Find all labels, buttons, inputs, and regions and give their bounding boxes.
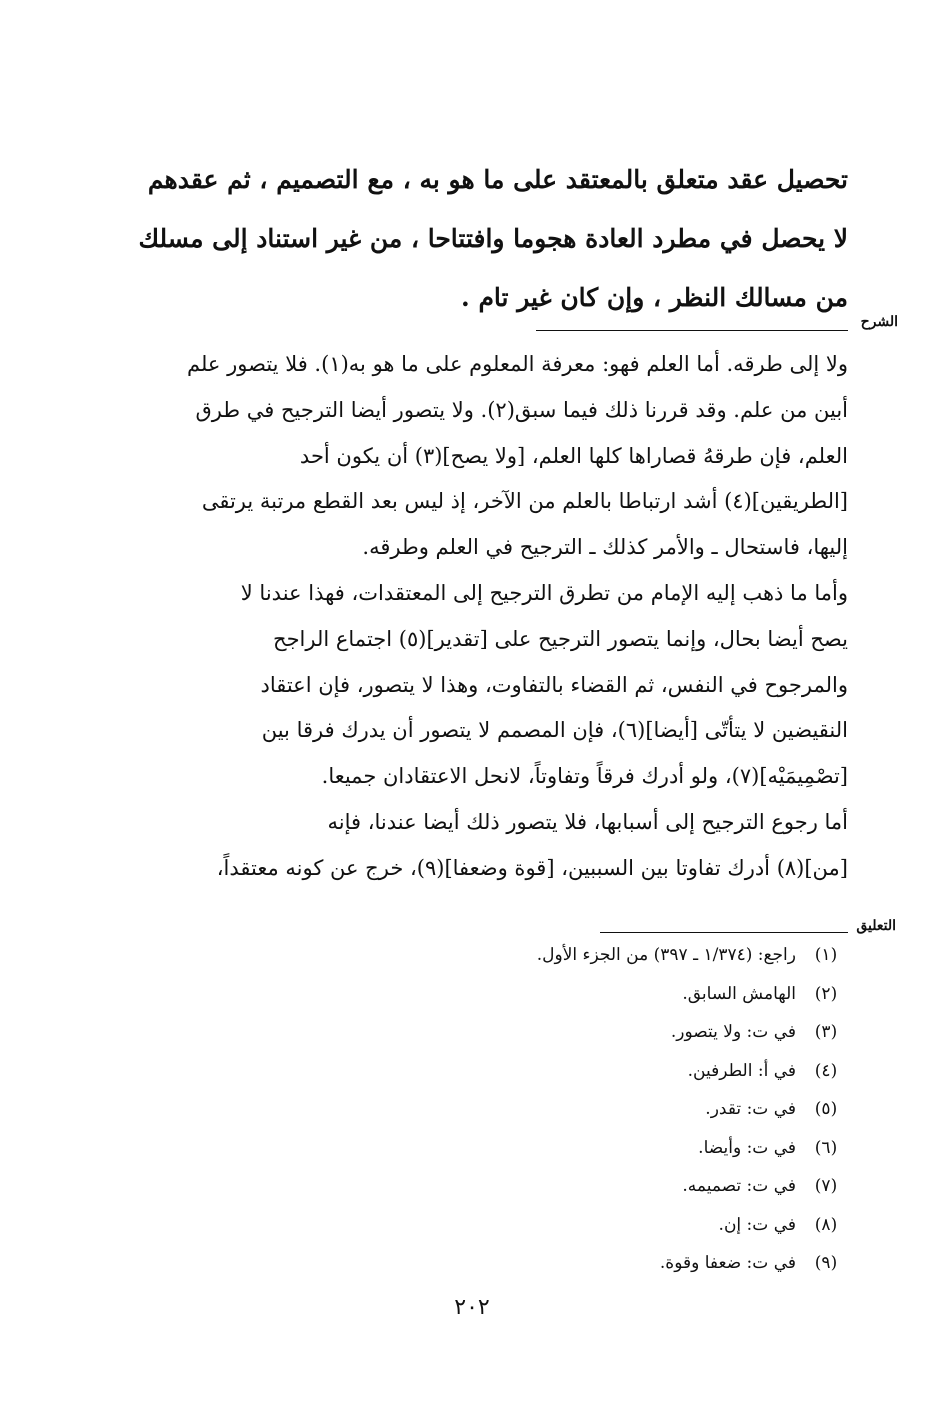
- commentary-line: وأما ما ذهب إليه الإمام من تطرق الترجيح إلى المعتقدات، فهذا عندنا لا: [240, 580, 848, 605]
- footnote-text: راجع: (١/٣٧٤ ـ ٣٩٧) من الجزء الأول.: [536, 945, 796, 965]
- footnote: [300, 975, 848, 1014]
- footnote: [300, 1167, 848, 1206]
- commentary-line: يصح أيضا بحال، وإنما يتصور الترجيح على [تقدير](٥) اجتماع الراجح: [273, 626, 848, 651]
- footnote: [300, 1244, 848, 1283]
- commentary-divider: [536, 330, 848, 331]
- page-number: ٢٠٢: [454, 1295, 490, 1320]
- footnote-number: (١): [814, 945, 838, 965]
- footnote-text: في ت: ضعفا وقوة.: [659, 1253, 796, 1273]
- footnote-text: في ت: ولا يتصور.: [670, 1022, 796, 1042]
- footnote-text: في أ: الطرفين.: [687, 1060, 796, 1081]
- commentary-line: أما رجوع الترجيح إلى أسبابها، فلا يتصور ذلك أيضا عندنا، فإنه: [327, 809, 848, 834]
- footnote-number: (٧): [814, 1176, 838, 1196]
- footnote-number: (٦): [814, 1137, 838, 1158]
- footnote-number: (٩): [814, 1253, 838, 1273]
- commentary-line: ولا إلى طرقه. أما العلم فهو: معرفة المعلوم على ما هو به(١). فلا يتصور علم: [187, 352, 848, 376]
- footnote: [300, 1129, 848, 1168]
- footnotes-divider: [600, 932, 848, 933]
- footnote-text: في ت: وأيضا.: [698, 1137, 796, 1158]
- main-text-line: من مسالك النظر ، وإن كان غير تام .: [461, 283, 848, 312]
- commentary-text: [138, 342, 848, 892]
- commentary-label: الشرح: [860, 314, 898, 330]
- footnote-number: (٤): [814, 1060, 838, 1081]
- commentary-line: النقيضين لا يتأتّى [أيضا](٦)، فإن المصمم لا يتصور أن يدرك فرقا بين: [261, 718, 848, 743]
- footnote: [300, 1206, 848, 1245]
- footnote-text: في ت: تقدر.: [705, 1099, 796, 1119]
- footnote: [300, 1013, 848, 1052]
- commentary-line: أبين من علم. وقد قررنا ذلك فيما سبق(٢). ولا يتصور أيضا الترجيح في طرق: [195, 397, 848, 422]
- commentary-line: [من](٨) أدرك تفاوتا بين السببين، [قوة وضعفا](٩)، خرج عن كونه معتقداً،: [216, 855, 848, 880]
- footnotes: [300, 936, 848, 1283]
- main-text: [138, 150, 848, 327]
- main-text-line: لا يحصل في مطرد العادة هجوما وافتتاحا ، من غير استناد إلى مسلك: [138, 224, 848, 253]
- commentary-line: [الطريقين](٤) أشد ارتباطا بالعلم من الآخر، إذ ليس بعد القطع مرتبة يرتقى: [201, 489, 848, 514]
- footnote-text: في ت: إن.: [718, 1214, 796, 1235]
- footnote-text: في ت: تصميمه.: [682, 1176, 796, 1196]
- commentary-line: والمرجوح في النفس، ثم القضاء بالتفاوت، وهذا لا يتصور، فإن اعتقاد: [260, 672, 848, 697]
- footnote-text: الهامش السابق.: [682, 983, 796, 1004]
- commentary-line: العلم، فإن طرقهُ قصاراها كلها العلم، [ولا يصح](٣) أن يكون أحد: [299, 443, 848, 468]
- footnote-number: (٥): [814, 1099, 838, 1119]
- commentary-line: [تصْمِيمَيْه](٧)، ولو أدرك فرقاً وتفاوتاً، لانحل الاعتقادان جميعا.: [321, 764, 848, 789]
- footnote-number: (٨): [814, 1214, 838, 1235]
- footnote-number: (٢): [814, 983, 838, 1004]
- main-text-line: تحصيل عقد متعلق بالمعتقد على ما هو به ، مع التصميم ، ثم عقدهم: [147, 165, 848, 194]
- footnote: [300, 936, 848, 975]
- footnote-number: (٣): [814, 1022, 838, 1042]
- footnote: [300, 1052, 848, 1091]
- commentary-line: إليها، فاستحال ـ والأمر كذلك ـ الترجيح في العلم وطرقه.: [362, 535, 848, 560]
- footnote: [300, 1090, 848, 1129]
- footnotes-label: التعليق: [856, 918, 896, 934]
